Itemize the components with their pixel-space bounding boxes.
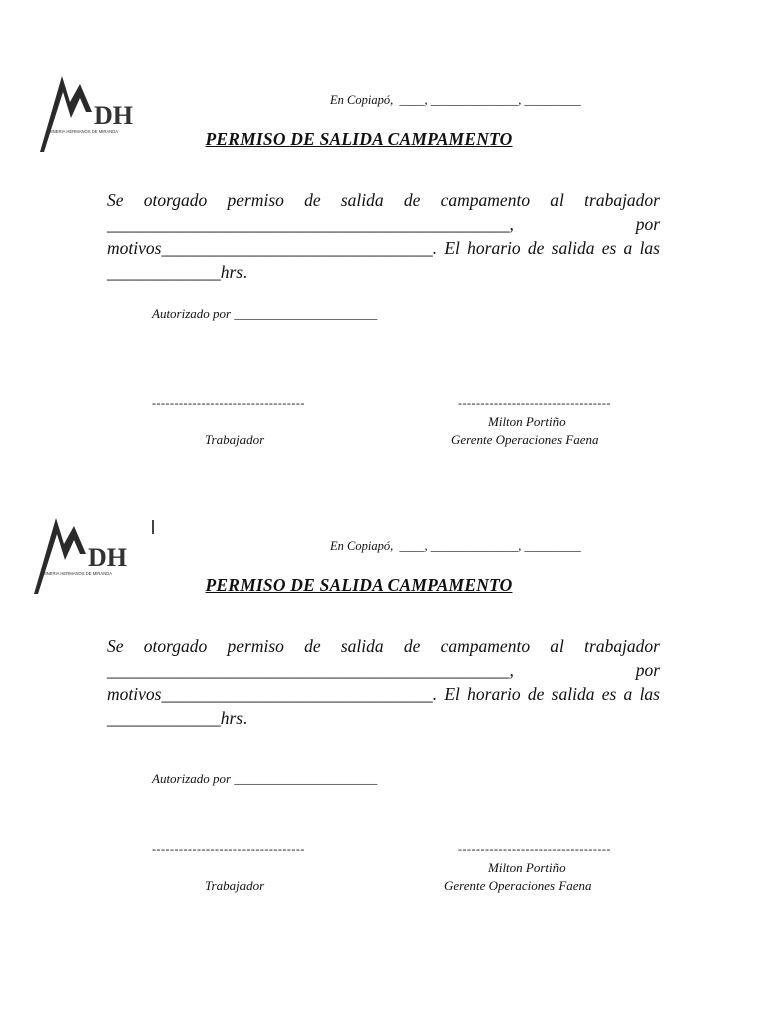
manager-signature-line: ---------------------------------- bbox=[458, 842, 611, 856]
logo-letters: DH bbox=[94, 101, 133, 130]
worker-signature-line: ---------------------------------- bbox=[152, 842, 305, 856]
logo-subtitle: MINERIA HERMANOS DE MIRANDA bbox=[42, 571, 113, 576]
manager-name: Milton Portiño bbox=[488, 414, 566, 429]
authorized-by-field: Autorizado por ______________________ bbox=[152, 771, 378, 786]
permit-body-text: Se otorgado permiso de salida de campamento al trabajador ______________________________________________, por motivos_______________________________. El horario de salida es a las _____________hrs. bbox=[107, 636, 660, 728]
permit-form-2 bbox=[0, 446, 768, 916]
text-cursor bbox=[152, 520, 154, 534]
manager-title: Gerente Operaciones Faena bbox=[444, 878, 592, 893]
date-line: En Copiapó, ____, ______________, _________ bbox=[330, 93, 581, 107]
manager-signature-line: ---------------------------------- bbox=[458, 396, 611, 410]
permit-title: PERMISO DE SALIDA CAMPAMENTO bbox=[205, 129, 513, 149]
permit-form-1 bbox=[0, 0, 768, 470]
permit-body-text: Se otorgado permiso de salida de campamento al trabajador ______________________________________________, por motivos_______________________________. El horario de salida es a las _____________hrs. bbox=[107, 190, 660, 282]
worker-signature-line: ---------------------------------- bbox=[152, 396, 305, 410]
worker-label: Trabajador bbox=[205, 432, 265, 447]
worker-label: Trabajador bbox=[205, 878, 265, 893]
logo-subtitle: MINERIA HERMANOS DE MIRANDA bbox=[48, 129, 119, 134]
manager-name: Milton Portiño bbox=[488, 860, 566, 875]
date-line: En Copiapó, ____, ______________, _________ bbox=[330, 539, 581, 553]
permit-title: PERMISO DE SALIDA CAMPAMENTO bbox=[205, 575, 513, 595]
logo-letters: DH bbox=[88, 543, 127, 572]
manager-title: Gerente Operaciones Faena bbox=[451, 432, 599, 447]
authorized-by-field: Autorizado por ______________________ bbox=[152, 306, 378, 321]
